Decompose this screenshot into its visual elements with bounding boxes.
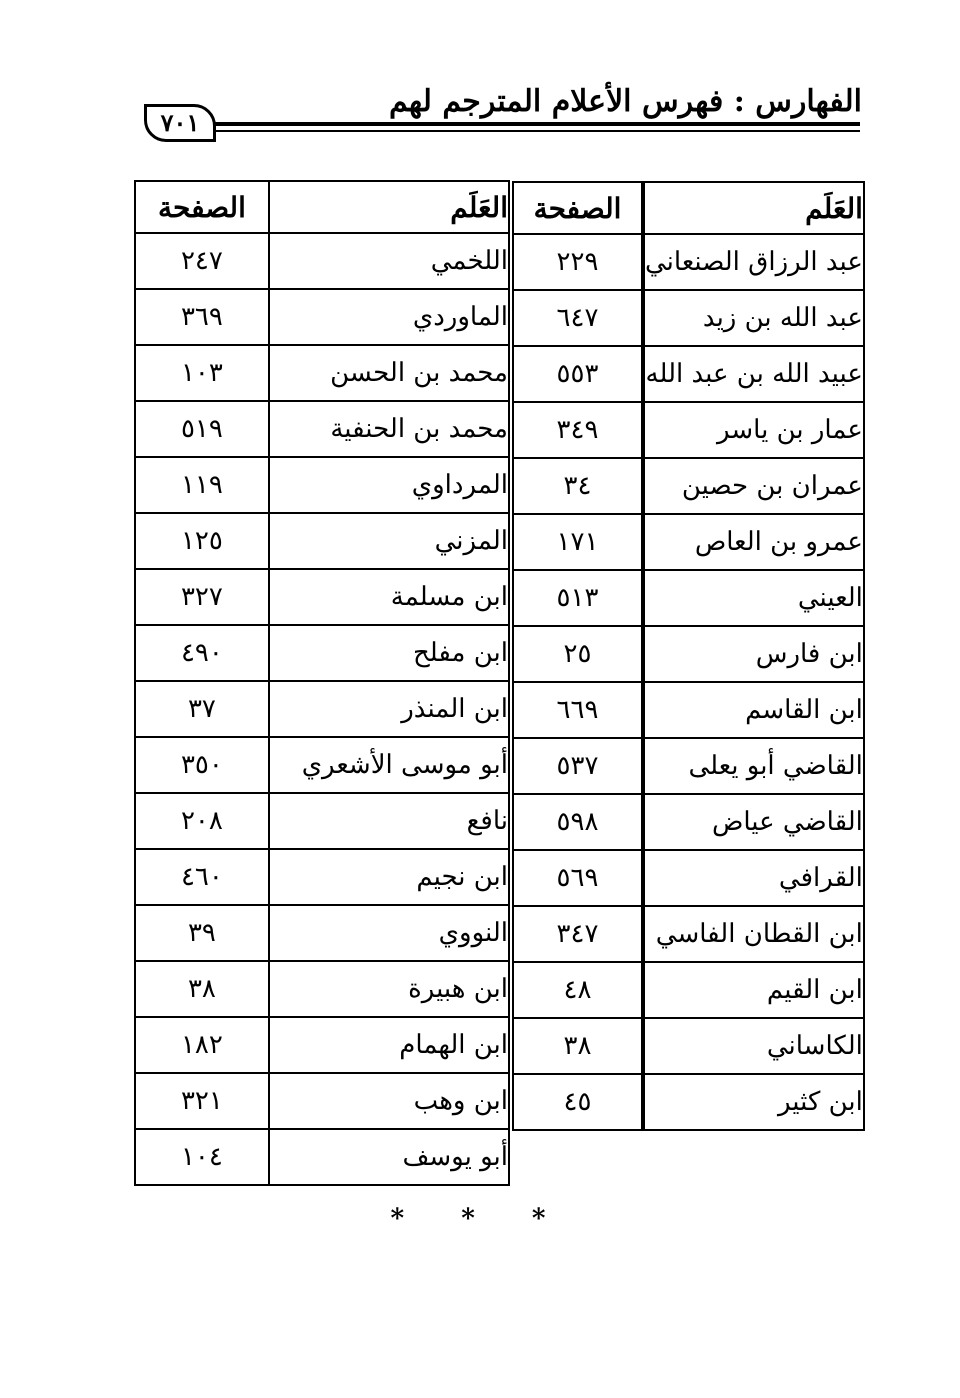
entry-name: ابن القاسم (644, 682, 864, 738)
entry-page: ١٧١ (513, 514, 642, 570)
table-row (513, 1074, 642, 1130)
table-row (644, 1018, 864, 1074)
entry-page: ٢٠٨ (135, 793, 269, 849)
entry-page: ٤٨ (513, 962, 642, 1018)
entry-name: المزني (269, 513, 509, 569)
table-row (135, 513, 509, 569)
entry-name: العيني (644, 570, 864, 626)
entry-name: أبو يوسف (269, 1129, 509, 1185)
table-row (135, 737, 509, 793)
entry-page: ٣٨ (513, 1018, 642, 1074)
table-row (135, 1073, 509, 1129)
table-row (135, 401, 509, 457)
table-row (513, 850, 642, 906)
entry-page: ٣٢١ (135, 1073, 269, 1129)
entry-page: ١٠٣ (135, 345, 269, 401)
entry-page: ٥١٣ (513, 570, 642, 626)
table-row (644, 1074, 864, 1130)
entry-page: ٥١٩ (135, 401, 269, 457)
entry-page: ١٠٤ (135, 1129, 269, 1185)
entry-name: القرافي (644, 850, 864, 906)
table-row (644, 346, 864, 402)
entry-name: النووي (269, 905, 509, 961)
entry-name: ابن مفلح (269, 625, 509, 681)
entry-page: ٥٩٨ (513, 794, 642, 850)
entry-page: ١٨٢ (135, 1017, 269, 1073)
header-rule-thin (210, 130, 860, 132)
table-row (135, 793, 509, 849)
entry-page: ٣٤ (513, 458, 642, 514)
entry-page: ٦٤٧ (513, 290, 642, 346)
entry-name: عمار بن ياسر (644, 402, 864, 458)
table-row (513, 738, 642, 794)
table-row (644, 290, 864, 346)
table-row (644, 962, 864, 1018)
entry-page: ٤٩٠ (135, 625, 269, 681)
table-row (513, 1018, 642, 1074)
entry-name: عبيد الله بن عبد الله (644, 346, 864, 402)
table-row (644, 626, 864, 682)
running-header-title: الفهارس : فهرس الأعلام المترجم لهم (388, 84, 862, 119)
table-row (644, 234, 864, 290)
entry-name: ابن فارس (644, 626, 864, 682)
entry-page: ٤٥ (513, 1074, 642, 1130)
table-row (135, 569, 509, 625)
table-row (513, 570, 642, 626)
table-row (644, 402, 864, 458)
table-row (135, 625, 509, 681)
entry-name: ابن المنذر (269, 681, 509, 737)
index-table-right-pages (512, 181, 643, 1131)
table-row (135, 961, 509, 1017)
table-row (135, 849, 509, 905)
entry-page: ٦٦٩ (513, 682, 642, 738)
table-row (513, 906, 642, 962)
table-row (644, 570, 864, 626)
table-row (644, 906, 864, 962)
entry-page: ٣٤٧ (513, 906, 642, 962)
entry-name: اللخمي (269, 233, 509, 289)
table-row (644, 682, 864, 738)
entry-name: ابن نجيم (269, 849, 509, 905)
entry-page: ٤٦٠ (135, 849, 269, 905)
table-row (135, 1017, 509, 1073)
column-header-page: الصفحة (513, 182, 642, 234)
entry-page: ٢٥ (513, 626, 642, 682)
table-row (644, 458, 864, 514)
entry-name: ابن وهب (269, 1073, 509, 1129)
entry-name: أبو موسى الأشعري (269, 737, 509, 793)
table-row (513, 962, 642, 1018)
entry-name: الماوردي (269, 289, 509, 345)
entry-page: ٥٦٩ (513, 850, 642, 906)
entry-name: الكاساني (644, 1018, 864, 1074)
table-row (513, 346, 642, 402)
entry-name: محمد بن الحنفية (269, 401, 509, 457)
entry-name: المرداوي (269, 457, 509, 513)
entry-page: ٣٤٩ (513, 402, 642, 458)
entry-page: ٥٥٣ (513, 346, 642, 402)
entry-name: ابن القيم (644, 962, 864, 1018)
entry-page: ٥٣٧ (513, 738, 642, 794)
column-header-name: العَلَم (269, 181, 509, 233)
table-row (513, 514, 642, 570)
table-row (135, 905, 509, 961)
entry-name: ابن الهمام (269, 1017, 509, 1073)
table-row (135, 233, 509, 289)
table-row (513, 402, 642, 458)
column-header-page: الصفحة (135, 181, 269, 233)
entry-name: عمران بن حصين (644, 458, 864, 514)
entry-page: ١٢٥ (135, 513, 269, 569)
table-row (135, 1129, 509, 1185)
entry-page: ٣٧ (135, 681, 269, 737)
entry-page: ١١٩ (135, 457, 269, 513)
entry-name: نافع (269, 793, 509, 849)
entry-name: عمرو بن العاص (644, 514, 864, 570)
table-row (513, 794, 642, 850)
entry-page: ٣٢٧ (135, 569, 269, 625)
entry-page: ٢٤٧ (135, 233, 269, 289)
entry-page: ٣٦٩ (135, 289, 269, 345)
entry-name: محمد بن الحسن (269, 345, 509, 401)
table-row (513, 458, 642, 514)
table-row (513, 626, 642, 682)
entry-name: القاضي أبو يعلى (644, 738, 864, 794)
entry-name: ابن هبيرة (269, 961, 509, 1017)
entry-name: القاضي عياض (644, 794, 864, 850)
entry-name: عبد الله بن زيد (644, 290, 864, 346)
table-row (135, 345, 509, 401)
entry-page: ٣٩ (135, 905, 269, 961)
header-rule-thick (210, 122, 860, 126)
table-row (644, 514, 864, 570)
column-header-name: العَلَم (644, 182, 864, 234)
entry-page: ٣٥٠ (135, 737, 269, 793)
index-table-left (134, 180, 510, 1186)
table-row (135, 681, 509, 737)
entry-page: ٢٢٩ (513, 234, 642, 290)
section-end-stars: * * * (390, 1204, 570, 1234)
table-row (135, 457, 509, 513)
table-row (644, 738, 864, 794)
entry-page: ٣٨ (135, 961, 269, 1017)
table-row (513, 234, 642, 290)
table-row (644, 850, 864, 906)
entry-name: ابن كثير (644, 1074, 864, 1130)
table-row (513, 682, 642, 738)
entry-name: عبد الرزاق الصنعاني (644, 234, 864, 290)
index-table-right-names (643, 181, 865, 1131)
entry-name: ابن مسلمة (269, 569, 509, 625)
table-row (644, 794, 864, 850)
table-row (513, 290, 642, 346)
page-number-badge: ٧٠١ (144, 104, 216, 142)
entry-name: ابن القطان الفاسي (644, 906, 864, 962)
table-row (135, 289, 509, 345)
